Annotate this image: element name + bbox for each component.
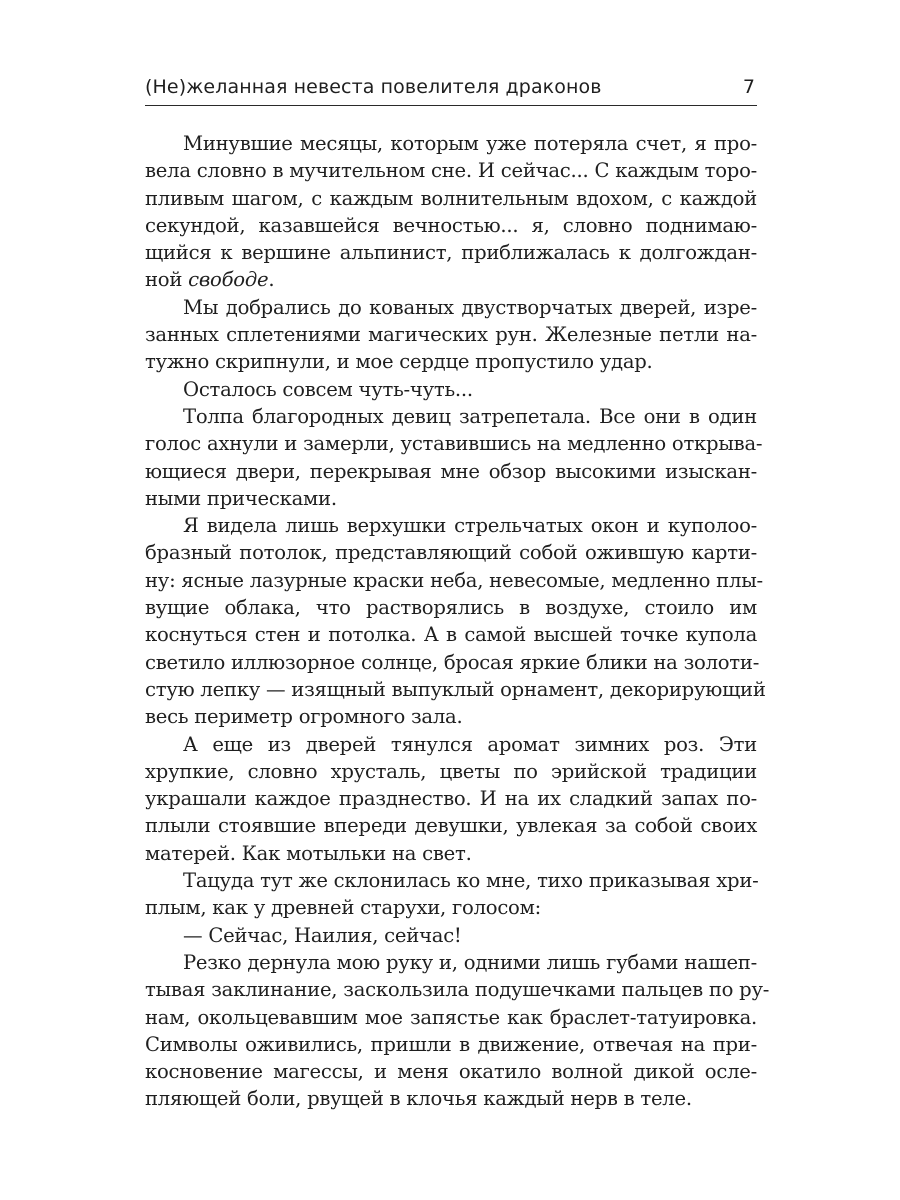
text-line: пливым шагом, с каждым волнительным вдохом, с каждой — [145, 186, 757, 210]
text-line: Символы оживились, пришли в движение, отвечая на при- — [145, 1032, 757, 1056]
text-line — [145, 266, 757, 293]
text-line: украшали каждое празднество. И на их сладкий запах по- — [145, 787, 757, 811]
text-line: ну: ясные лазурные краски неба, невесомые, медленно плы- — [145, 568, 763, 592]
text-line: плыли стоявшие впереди девушки, увлекая за собой своих — [145, 814, 757, 838]
text-line: косновение магессы, и меня окатило волной дикой осле- — [145, 1060, 757, 1084]
text-line: светило иллюзорное солнце, бросая яркие блики на золоти- — [145, 650, 760, 674]
text-line: ющиеся двери, перекрывая мне обзор высокими изыскан- — [145, 459, 757, 483]
text-line: Я видела лишь верхушки стрельчатых окон и куполоо- — [183, 514, 757, 538]
text-line: Минувшие месяцы, которым уже потеряла счет, я про- — [183, 132, 757, 155]
body-text — [145, 130, 770, 1113]
text-line: А еще из дверей тянулся аромат зимних роз. Эти — [183, 732, 757, 756]
text-line: хрупкие, словно хрусталь, цветы по эрийской традиции — [145, 759, 757, 783]
page-number: 7 — [742, 76, 755, 98]
text-line: коснуться стен и потолка. А в самой высшей точке купола — [145, 623, 757, 647]
text-line: Мы добрались до кованых двустворчатых дверей, изре- — [183, 295, 757, 319]
text-line: секундой, казавшейся вечностью... я, словно поднимаю- — [145, 213, 757, 237]
text-fragment: . — [268, 268, 275, 292]
book-title: (Не)желанная невеста повелителя драконов — [145, 76, 602, 98]
text-line: занных сплетениями магических рун. Железные петли на- — [145, 323, 757, 347]
text-line: Осталось совсем чуть-чуть... — [183, 377, 473, 401]
header-divider — [145, 105, 757, 106]
text-line: ными прическами. — [145, 486, 337, 510]
emphasized-word: свободе — [188, 268, 269, 292]
text-line: голос ахнули и замерли, уставившись на медленно открыва- — [145, 432, 763, 456]
text-line: — Сейчас, Наилия, сейчас! — [183, 923, 462, 947]
text-line: пляющей боли, рвущей в клочья каждый нерв в теле. — [145, 1087, 692, 1111]
text-fragment: ной — [145, 268, 183, 292]
text-line: Тацуда тут же склонилась ко мне, тихо приказывая хри- — [183, 869, 759, 893]
text-line: весь периметр огромного зала. — [145, 705, 463, 729]
text-line: Толпа благородных девиц затрепетала. Все они в один — [183, 404, 757, 428]
text-line: Резко дернула мою руку и, одними лишь губами нашеп- — [183, 950, 757, 974]
text-line: вущие облака, что растворялись в воздухе, стоило им — [145, 596, 757, 620]
text-line: тужно скрипнули, и мое сердце пропустило удар. — [145, 350, 653, 374]
text-line: матерей. Как мотыльки на свет. — [145, 841, 472, 865]
text-line: бразный потолок, представляющий собой ожившую карти- — [145, 541, 757, 565]
text-line: щийся к вершине альпинист, приближалась к долгождан- — [145, 241, 757, 265]
running-header — [145, 73, 757, 107]
text-line: нам, окольцевавшим мое запястье как браслет-татуировка. — [145, 1005, 757, 1029]
text-line: тывая заклинание, заскользила подушечками пальцев по ру- — [145, 978, 770, 1002]
text-line: плым, как у древней старухи, голосом: — [145, 896, 541, 920]
text-line: стую лепку — изящный выпуклый орнамент, декорирующий — [145, 677, 766, 701]
text-line: вела словно в мучительном сне. И сейчас... С каждым торо- — [145, 159, 757, 183]
